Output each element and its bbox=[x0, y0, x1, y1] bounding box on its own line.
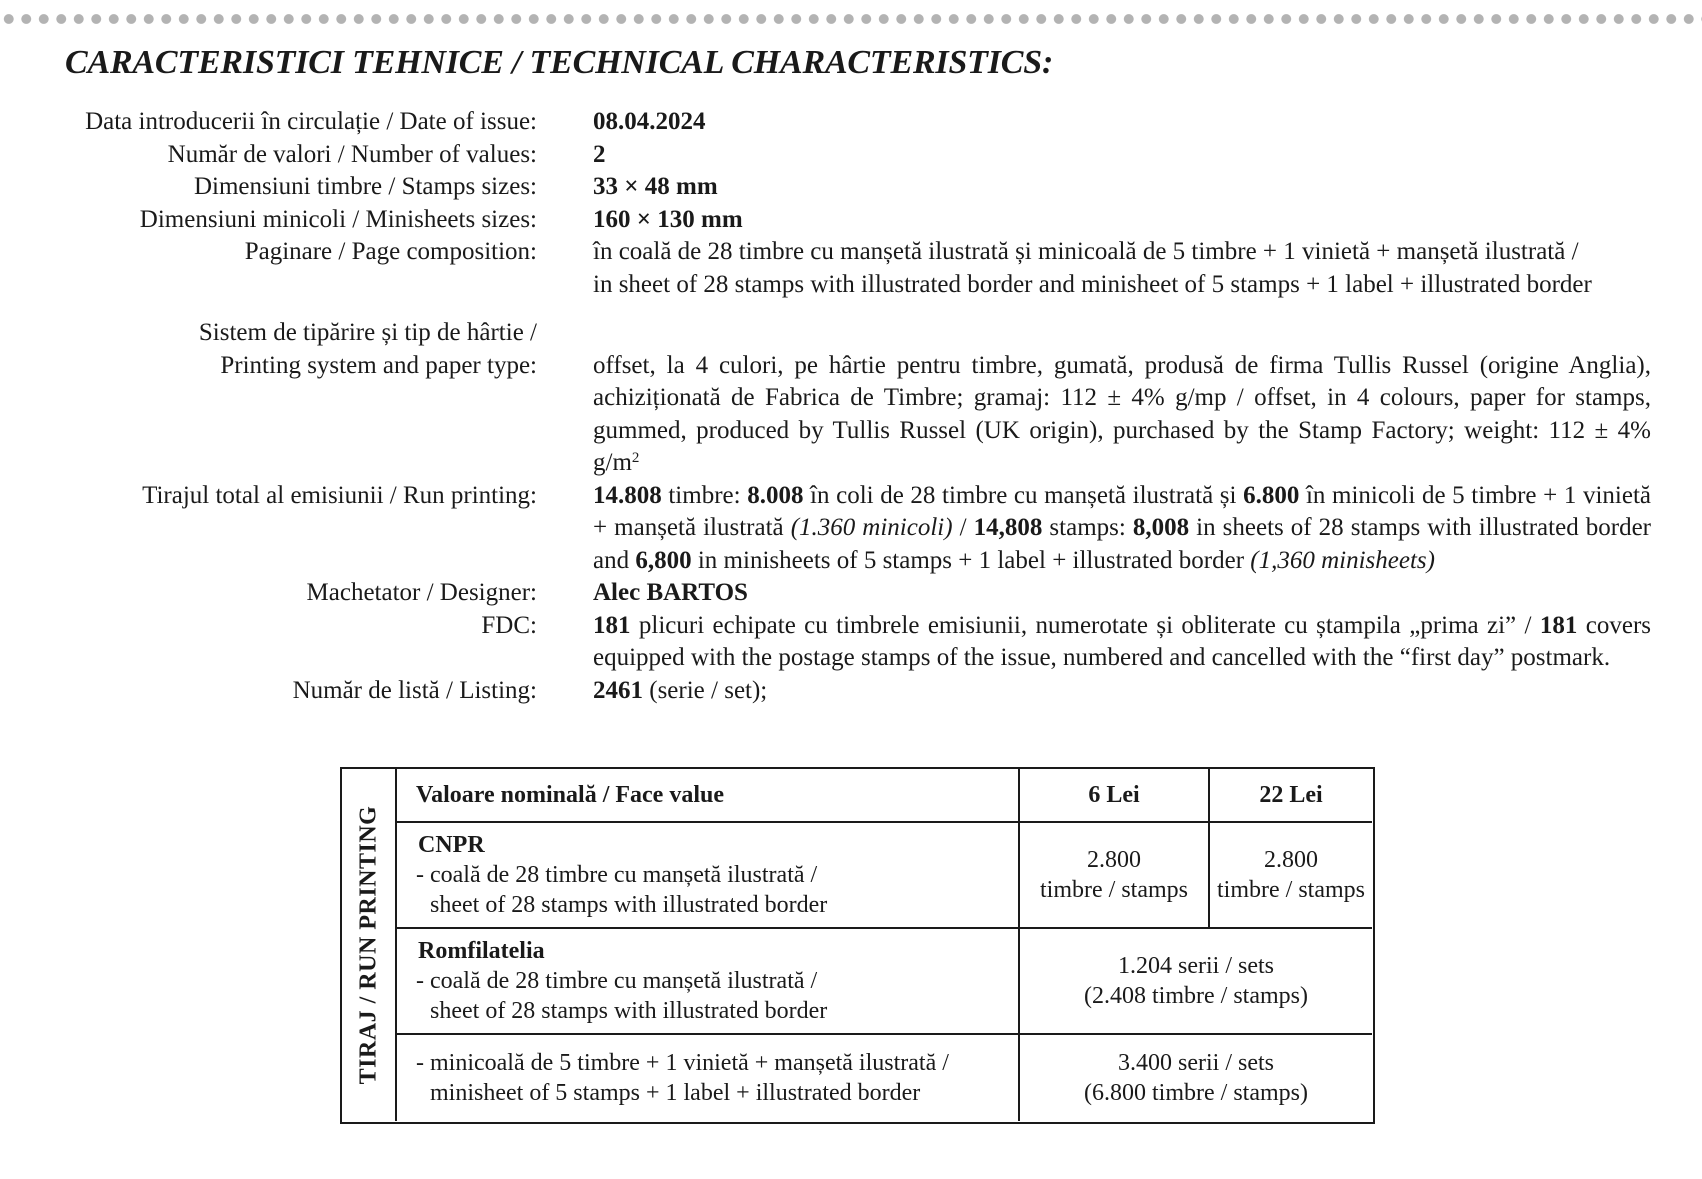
run-text: timbre: bbox=[661, 481, 748, 509]
perforation-border bbox=[0, 12, 1702, 26]
run-sheets: 8.008 bbox=[747, 481, 804, 509]
side-label: TIRAJ / RUN PRINTING bbox=[355, 805, 381, 1085]
stamps: (6.800 timbre / stamps) bbox=[1084, 1080, 1308, 1106]
spec-label: Machetator / Designer: bbox=[306, 579, 537, 606]
minisheet-description bbox=[397, 1034, 1019, 1121]
spec-label: Data introducerii în circulație / Date of issue: bbox=[85, 108, 537, 135]
cnpr-description bbox=[397, 822, 1019, 928]
table-row-cnpr bbox=[397, 822, 1372, 928]
stamps: (2.408 timbre / stamps) bbox=[1084, 983, 1308, 1009]
run-text: in sheets of 28 stamps with illustrated border and bbox=[593, 514, 1651, 574]
quantity: 2.800 bbox=[1087, 847, 1141, 873]
table-row-romfilatelia bbox=[397, 928, 1372, 1034]
romfilatelia-line: - coală de 28 timbre cu manșetă ilustrată / bbox=[416, 968, 818, 994]
spec-row-minisheet-size bbox=[0, 204, 1702, 237]
spec-label: Număr de listă / Listing: bbox=[292, 676, 537, 704]
spec-value bbox=[593, 236, 1651, 301]
fdc-count: 181 bbox=[1539, 611, 1578, 639]
romfilatelia-sets bbox=[1019, 928, 1372, 1034]
minisheet-line: minisheet of 5 stamps + 1 label + illustrated border bbox=[430, 1080, 921, 1106]
cnpr-line: sheet of 28 stamps with illustrated border bbox=[430, 892, 828, 918]
listing-number: 2461 bbox=[593, 676, 643, 704]
spec-row-listing bbox=[0, 675, 1702, 708]
spec-row-page-composition bbox=[0, 236, 1702, 301]
quantity: 2.800 bbox=[1264, 847, 1318, 873]
face-value-table bbox=[397, 769, 1372, 1121]
run-mini: 6,800 bbox=[635, 546, 692, 574]
fdc-text: plicuri echipate cu timbrele emisiunii, numerotate și obliterate cu ștampila „prima zi” / bbox=[630, 611, 1540, 639]
romfilatelia-description bbox=[397, 928, 1019, 1034]
fdc-count: 181 bbox=[593, 611, 631, 639]
page-title: CARACTERISTICI TEHNICE / TECHNICAL CHARACTERISTICS: bbox=[65, 44, 1054, 81]
spec-value bbox=[593, 675, 1651, 708]
spec-value: Alec BARTOS bbox=[593, 579, 748, 606]
run-mini: 6.800 bbox=[1243, 481, 1300, 509]
run-text: în minicoli de 5 timbre + 1 vinietă + manșetă ilustrată bbox=[593, 481, 1651, 541]
table-header-row bbox=[397, 769, 1372, 822]
superscript: 2 bbox=[631, 450, 640, 466]
romfilatelia-line: sheet of 28 stamps with illustrated border bbox=[430, 998, 828, 1024]
spec-value: 08.04.2024 bbox=[593, 108, 706, 135]
spec-row-values bbox=[0, 139, 1702, 172]
spec-label: Paginare / Page composition: bbox=[244, 238, 537, 265]
spec-value: 2 bbox=[593, 140, 606, 168]
cnpr-name: CNPR bbox=[418, 832, 485, 858]
header-6-lei: 6 Lei bbox=[1019, 769, 1209, 822]
specs-list bbox=[0, 106, 1702, 707]
spec-label: Număr de valori / Number of values: bbox=[167, 140, 537, 168]
listing-text: (serie / set); bbox=[643, 676, 768, 704]
spec-value bbox=[593, 610, 1651, 675]
run-text: in minisheets of 5 stamps + 1 label + illustrated border bbox=[691, 546, 1251, 574]
header-face-value: Valoare nominală / Face value bbox=[397, 769, 1019, 822]
spec-label: Dimensiuni timbre / Stamps sizes: bbox=[193, 173, 537, 200]
minisheet-line: - minicoală de 5 timbre + 1 vinietă + manșetă ilustrată / bbox=[416, 1050, 949, 1076]
run-mini-count: (1,360 minisheets) bbox=[1250, 546, 1435, 574]
spec-value: 33 × 48 mm bbox=[593, 173, 718, 200]
printing-text: offset, la 4 culori, pe hârtie pentru timbre, gumată, produsă de firma Tullis Russel (origine Anglia), achiziționată de Fabrica de Timbre; gramaj: 112 ± 4% g/mp / offset, in 4 colours, paper for stamps, gummed, produced by Tullis Russel (UK origin), purchased by the Stamp Factory; weight: 112 ± 4% g/m bbox=[593, 351, 1651, 476]
spec-row-designer bbox=[0, 577, 1702, 610]
run-total: 14.808 bbox=[593, 481, 662, 509]
spec-value bbox=[593, 480, 1651, 578]
side-label-cell bbox=[342, 769, 397, 1121]
run-mini-count: (1.360 minicoli) bbox=[790, 514, 953, 541]
spec-value-line: in sheet of 28 stamps with illustrated border and minisheet of 5 stamps + 1 label + illustrated border bbox=[593, 270, 1592, 298]
spec-row-fdc bbox=[0, 610, 1702, 675]
header-22-lei: 22 Lei bbox=[1209, 769, 1372, 822]
spec-row-date bbox=[0, 106, 1702, 139]
spec-value bbox=[593, 317, 1651, 480]
run-text: / bbox=[952, 514, 974, 541]
sets: 1.204 serii / sets bbox=[1118, 953, 1274, 979]
run-printing-table bbox=[340, 767, 1375, 1124]
run-text: în coli de 28 timbre cu manșetă ilustrată și bbox=[803, 481, 1244, 509]
table-row-minisheet bbox=[397, 1034, 1372, 1121]
spec-label: Dimensiuni minicoli / Minisheets sizes: bbox=[139, 205, 537, 233]
sets: 3.400 serii / sets bbox=[1118, 1050, 1274, 1076]
spec-row-printing bbox=[0, 317, 1702, 480]
cnpr-6-lei bbox=[1019, 822, 1209, 928]
fdc-text: covers equipped with the postage stamps of the issue, numbered and cancelled with the “first day” postmark. bbox=[593, 611, 1652, 671]
spec-label-line: Printing system and paper type: bbox=[220, 351, 537, 379]
spec-value: 160 × 130 mm bbox=[593, 205, 743, 233]
spec-label: Tirajul total al emisiunii / Run printing: bbox=[142, 481, 537, 509]
run-text: stamps: bbox=[1042, 514, 1133, 541]
cnpr-line: - coală de 28 timbre cu manșetă ilustrată / bbox=[416, 862, 818, 888]
spec-value-line: în coală de 28 timbre cu manșetă ilustrată și minicoală de 5 timbre + 1 vinietă + manșetă ilustrată / bbox=[593, 238, 1579, 265]
run-total: 14,808 bbox=[973, 514, 1043, 541]
spec-label: FDC: bbox=[481, 611, 537, 639]
unit: timbre / stamps bbox=[1040, 877, 1188, 903]
minisheet-sets bbox=[1019, 1034, 1372, 1121]
unit: timbre / stamps bbox=[1217, 877, 1365, 903]
spec-row-stamp-size bbox=[0, 171, 1702, 204]
spec-label-line: Sistem de tipărire și tip de hârtie / bbox=[198, 319, 537, 346]
spec-row-run-printing bbox=[0, 480, 1702, 578]
spec-label bbox=[0, 317, 537, 480]
romfilatelia-name: Romfilatelia bbox=[418, 938, 545, 964]
cnpr-22-lei bbox=[1209, 822, 1372, 928]
run-sheets: 8,008 bbox=[1132, 514, 1190, 541]
